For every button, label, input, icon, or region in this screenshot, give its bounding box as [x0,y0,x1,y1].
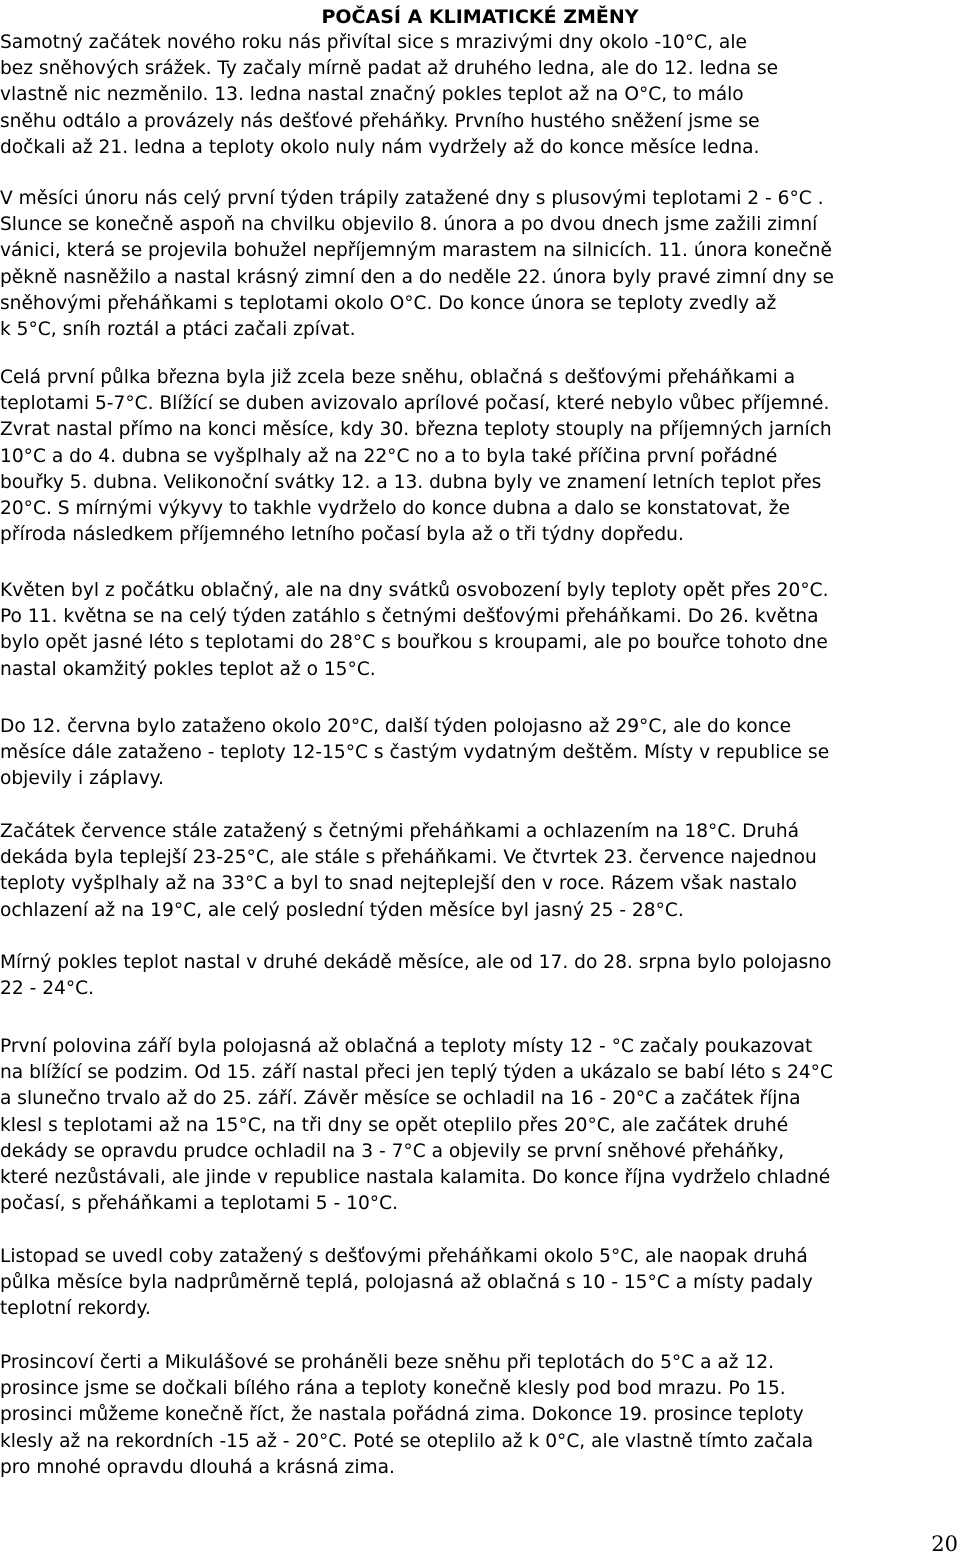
text-line: Celá první půlka března byla již zcela beze sněhu, oblačná s dešťovými přeháňkami a [0,367,796,388]
text-line: nastal okamžitý pokles teplot až o 15°C. [0,658,376,680]
text-line: prosince jsme se dočkali bílého rána a teploty konečně klesly pod bod mrazu. Po 15. [0,1378,786,1400]
paragraph [0,30,778,161]
text-line: teplotami 5-7°C. Blížící se duben avizovalo aprílové počasí, které nebylo vůbec příjemné. [0,393,830,415]
paragraph [0,714,829,793]
text-line: objevily i záplavy. [0,768,164,790]
text-line: V měsíci únoru nás celý první týden trápily zatažené dny s plusovými teplotami 2 - 6°C . [0,188,824,209]
text-line: klesl s teplotami až na 15°C, na tři dny se opět oteplilo přes 20°C, ale začátek druhé [0,1114,789,1136]
paragraph [0,1034,833,1217]
paragraph [0,1350,813,1481]
text-line: teploty vyšplhaly až na 33°C a byl to snad nejteplejší den v roce. Rázem však nastalo [0,873,797,895]
text-line: 10°C a do 4. dubna se vyšplhaly až na 22°C no a to byla také příčina první pořádné [0,445,778,467]
text-line: počasí, s přeháňkami a teplotami 5 - 10°C. [0,1193,398,1215]
paragraph [0,1244,813,1323]
text-line: pro mnohé opravdu dlouhá a krásná zima. [0,1456,395,1478]
text-line: Zvrat nastal přímo na konci měsíce, kdy 30. března teploty stouply na příjemných jarních [0,419,832,441]
text-line: sněhovými přeháňkami s teplotami okolo O°C. Do konce února se teploty zvedly až [0,292,777,314]
text-line: vlastně nic nezměnilo. 13. ledna nastal značný pokles teplot až na O°C, to málo [0,84,744,106]
paragraph [0,950,831,1002]
text-line: a slunečno trvalo až do 25. září. Závěr měsíce se ochladil na 16 - 20°C a začátek října [0,1088,801,1110]
text-line: ochlazení až na 19°C, ale celý poslední týden měsíce byl jasný 25 - 28°C. [0,899,684,921]
text-line: dekády se opravdu prudce ochladil na 3 - 7°C a objevily se první sněhové přeháňky, [0,1140,785,1162]
text-line: Mírný pokles teplot nastal v druhé dekádě měsíce, ale od 17. do 28. srpna bylo polojasno [0,952,832,973]
page-title: POČASÍ A KLIMATICKÉ ZMĚNY [321,6,639,28]
text-line: půlka měsíce byla nadprůměrně teplá, polojasná až oblačná s 10 - 15°C a místy padaly [0,1272,813,1294]
text-line: které nezůstávali, ale jinde v republice nastala kalamita. Do konce října vydrželo chladné [0,1167,831,1189]
text-line: 22 - 24°C. [0,978,95,1000]
text-line: teplotní rekordy. [0,1298,151,1320]
text-line: pěkně nasněžilo a nastal krásný zimní den a do neděle 22. února byly pravé zimní dny se [0,266,834,288]
paragraph [0,819,817,924]
text-line: bez sněhových srážek. Ty začaly mírně padat až druhého ledna, ale do 12. ledna se [0,58,779,80]
text-line: na blížící se podzim. Od 15. září nastal přeci jen teplý týden a ukázalo se babí léto s 24°C [0,1062,833,1084]
text-line: Do 12. června bylo zataženo okolo 20°C, další týden polojasno až 29°C, ale do konce [0,716,792,737]
paragraph [0,578,829,683]
text-line: sněhu odtálo a provázely nás dešťové přeháňky. Prvního hustého sněžení jsme se [0,110,760,132]
text-line: První polovina září byla polojasná až oblačná a teploty místy 12 - °C začaly poukazovat [0,1036,813,1057]
text-line: Začátek července stále zatažený s četnými přeháňkami a ochlazením na 18°C. Druhá [0,821,800,842]
text-line: 20°C. S mírnými výkyvy to takhle vydrželo do konce dubna a dalo se konstatovat, že [0,498,790,520]
text-line: Samotný začátek nového roku nás přivítal sice s mrazivými dny okolo -10°C, ale [0,32,747,53]
text-line: Po 11. května se na celý týden zatáhlo s četnými dešťovými přeháňkami. Do 26. května [0,606,819,628]
text-line: měsíce dále zataženo - teploty 12-15°C s častým vydatným deštěm. Místy v republice se [0,742,830,764]
text-line: vánici, která se projevila bohužel nepříjemným marastem na silnicích. 11. února konečně [0,240,832,262]
text-line: klesly až na rekordních -15 až - 20°C. Poté se oteplilo až k 0°C, ale vlastně tímto začala [0,1430,814,1452]
text-line: bylo opět jasné léto s teplotami do 28°C s bouřkou s kroupami, ale po bouřce tohoto dne [0,632,828,654]
text-line: bouřky 5. dubna. Velikonoční svátky 12. a 13. dubna byly ve znamení letních teplot přes [0,471,822,493]
text-line: k 5°C, sníh roztál a ptáci začali zpívat. [0,319,356,341]
paragraph [0,365,832,548]
text-line: prosinci můžeme konečně říct, že nastala pořádná zima. Dokonce 19. prosince teploty [0,1404,804,1426]
paragraph [0,186,834,343]
text-line: dekáda byla teplejší 23-25°C, ale stále s přeháňkami. Ve čtvrtek 23. července najednou [0,847,817,869]
page-number: 20 [931,1532,958,1556]
text-line: Listopad se uvedl coby zatažený s dešťovými přeháňkami okolo 5°C, ale naopak druhá [0,1246,808,1267]
text-line: dočkali až 21. ledna a teploty okolo nuly nám vydržely až do konce měsíce ledna. [0,136,760,158]
text-line: Slunce se konečně aspoň na chvilku objevilo 8. února a po dvou dnech jsme zažili zimní [0,214,818,236]
text-line: Květen byl z počátku oblačný, ale na dny svátků osvobození byly teploty opět přes 20°C. [0,580,829,601]
text-line: příroda následkem příjemného letního počasí byla až o tři týdny dopředu. [0,524,684,546]
text-line: Prosincoví čerti a Mikulášové se proháněli beze sněhu při teplotách do 5°C a až 12. [0,1352,775,1373]
